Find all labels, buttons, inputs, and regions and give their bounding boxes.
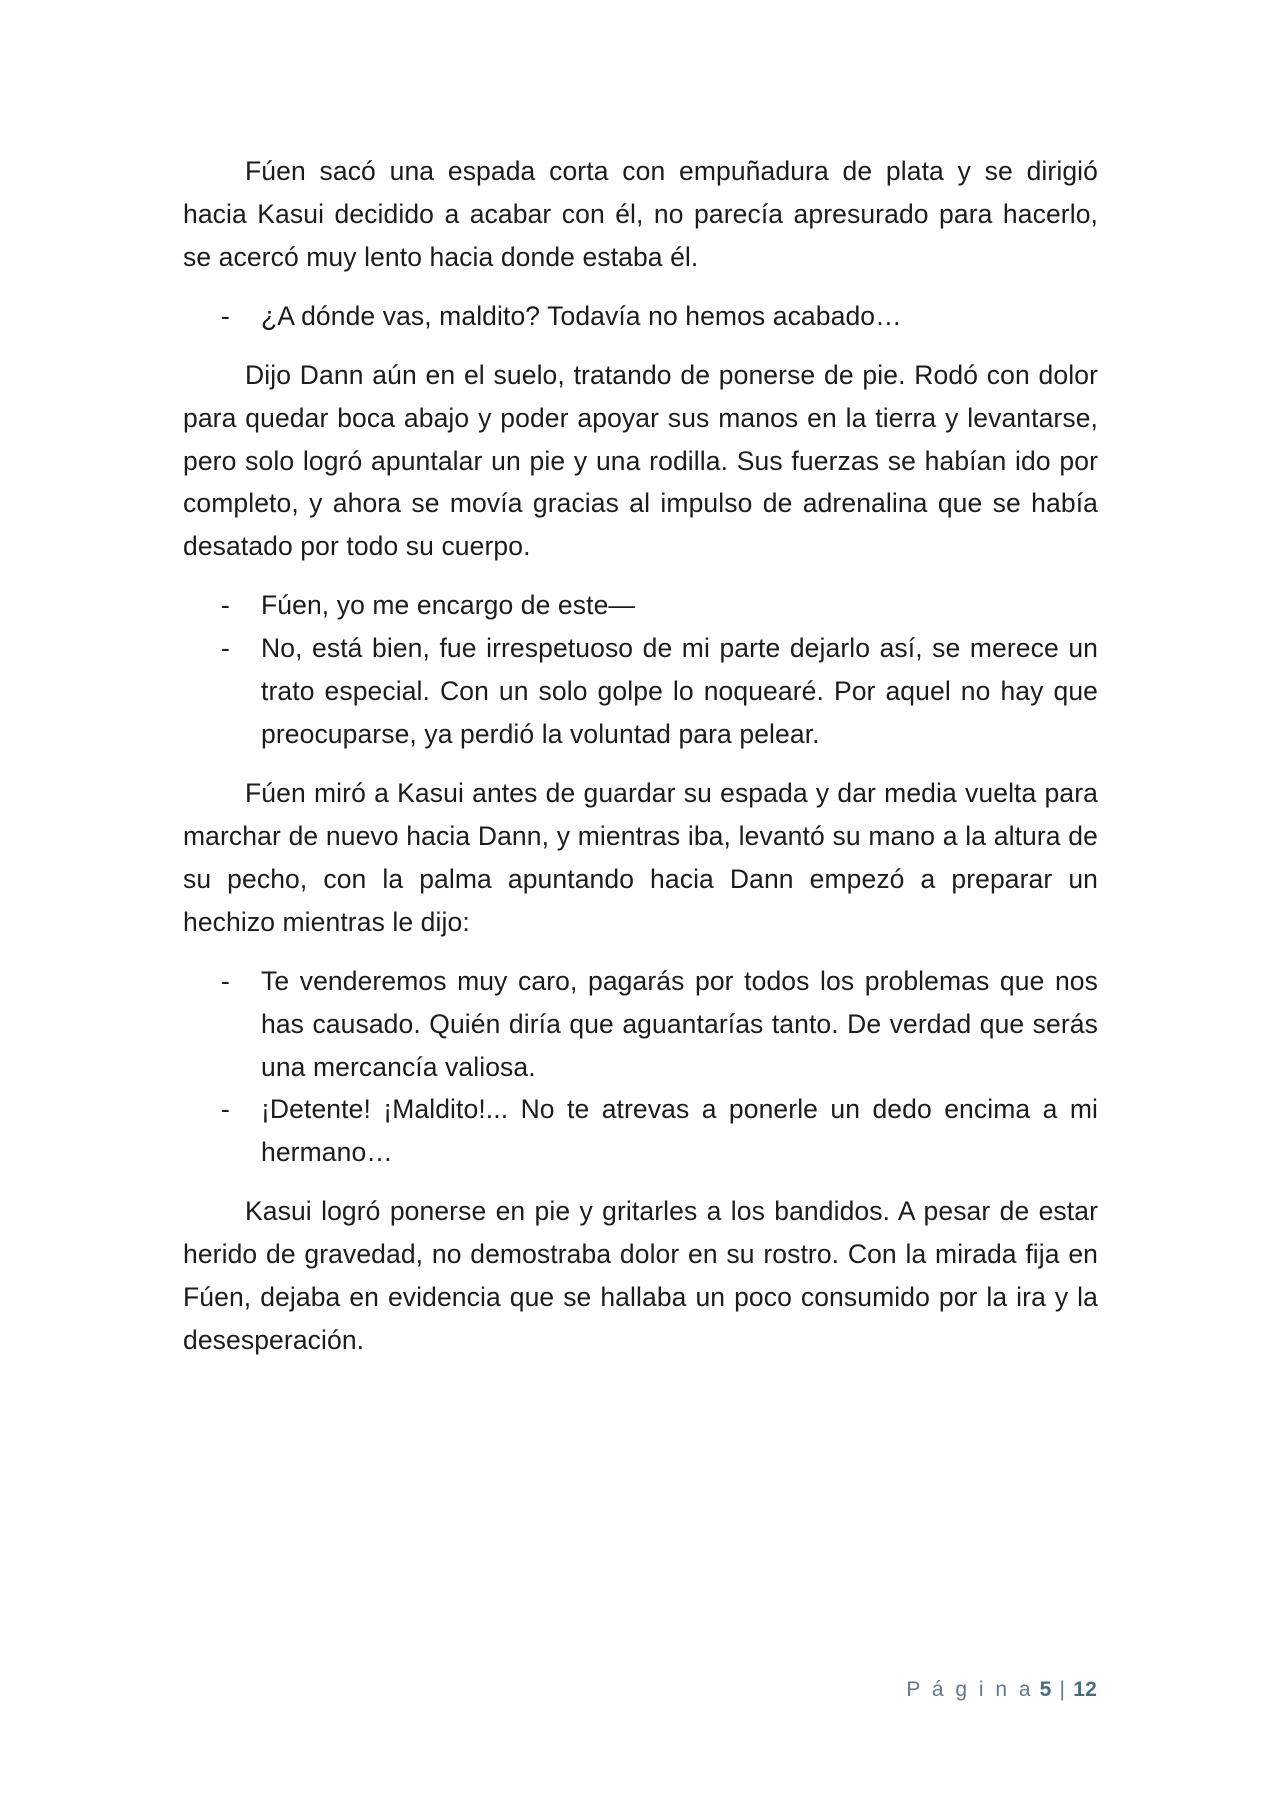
list-item xyxy=(183,295,1098,338)
spacer xyxy=(183,338,1098,354)
footer-label: P á g i n a xyxy=(906,1678,1034,1701)
list-item-text: ¡Detente! ¡Maldito!... No te atrevas a ponerle un dedo encima a mi hermano… xyxy=(261,1094,1098,1168)
paragraph: Kasui logró ponerse en pie y gritarles a los bandidos. A pesar de estar herido de gravedad, no demostraba dolor en su rostro. Con la mirada fija en Fúen, dejaba en evidencia que se hallaba un poco consumido por la ira y la desesperación. xyxy=(183,1196,1098,1356)
bullet-dash: - xyxy=(221,1094,230,1125)
footer-total-pages: 12 xyxy=(1073,1678,1097,1701)
paragraph: Fúen miró a Kasui antes de guardar su espada y dar media vuelta para marchar de nuevo hacia Dann, y mientras iba, levantó su mano a la altura de su pecho, con la palma apuntando hacia Dann empezó a preparar un hechizo mientras le dijo: xyxy=(183,777,1098,937)
list-item-text: Fúen, yo me encargo de este— xyxy=(261,590,636,621)
list-item-text: ¿A dónde vas, maldito? Todavía no hemos acabado… xyxy=(261,300,902,331)
dialog-list xyxy=(183,960,1098,1175)
page-footer xyxy=(183,1678,1097,1702)
list-item xyxy=(183,584,1098,627)
paragraph: Fúen sacó una espada corta con empuñadura de plata y se dirigió hacia Kasui decidido a acabar con él, no parecía apresurado para hacerlo, se acercó muy lento hacia donde estaba él. xyxy=(183,156,1098,272)
dialog-list xyxy=(183,295,1098,338)
list-item xyxy=(183,960,1098,1089)
footer-separator: | xyxy=(1059,1678,1066,1701)
list-item xyxy=(183,627,1098,756)
bullet-dash: - xyxy=(221,633,230,664)
page-body xyxy=(183,150,1098,1362)
spacer xyxy=(183,756,1098,772)
bullet-dash: - xyxy=(221,965,230,996)
paragraph: Dijo Dann aún en el suelo, tratando de ponerse de pie. Rodó con dolor para quedar boca abajo y poder apoyar sus manos en la tierra y levantarse, pero solo logró apuntalar un pie y una rodilla. Sus fuerzas se habían ido por completo, y ahora se movía gracias al impulso de adrenalina que se había desatado por todo su cuerpo. xyxy=(183,359,1098,562)
footer-current-page: 5 xyxy=(1039,1678,1052,1701)
spacer xyxy=(183,1174,1098,1190)
bullet-dash: - xyxy=(221,300,230,331)
list-item-text: No, está bien, fue irrespetuoso de mi parte dejarlo así, se merece un trato especial. Con un solo golpe lo noquearé. Por aquel no hay que preocuparse, ya perdió la voluntad para pelear. xyxy=(261,633,1098,750)
dialog-list xyxy=(183,584,1098,756)
bullet-dash: - xyxy=(221,590,230,621)
list-item-text: Te venderemos muy caro, pagarás por todos los problemas que nos has causado. Quién diría que aguantarías tanto. De verdad que serás una mercancía valiosa. xyxy=(261,965,1098,1082)
list-item xyxy=(183,1088,1098,1174)
